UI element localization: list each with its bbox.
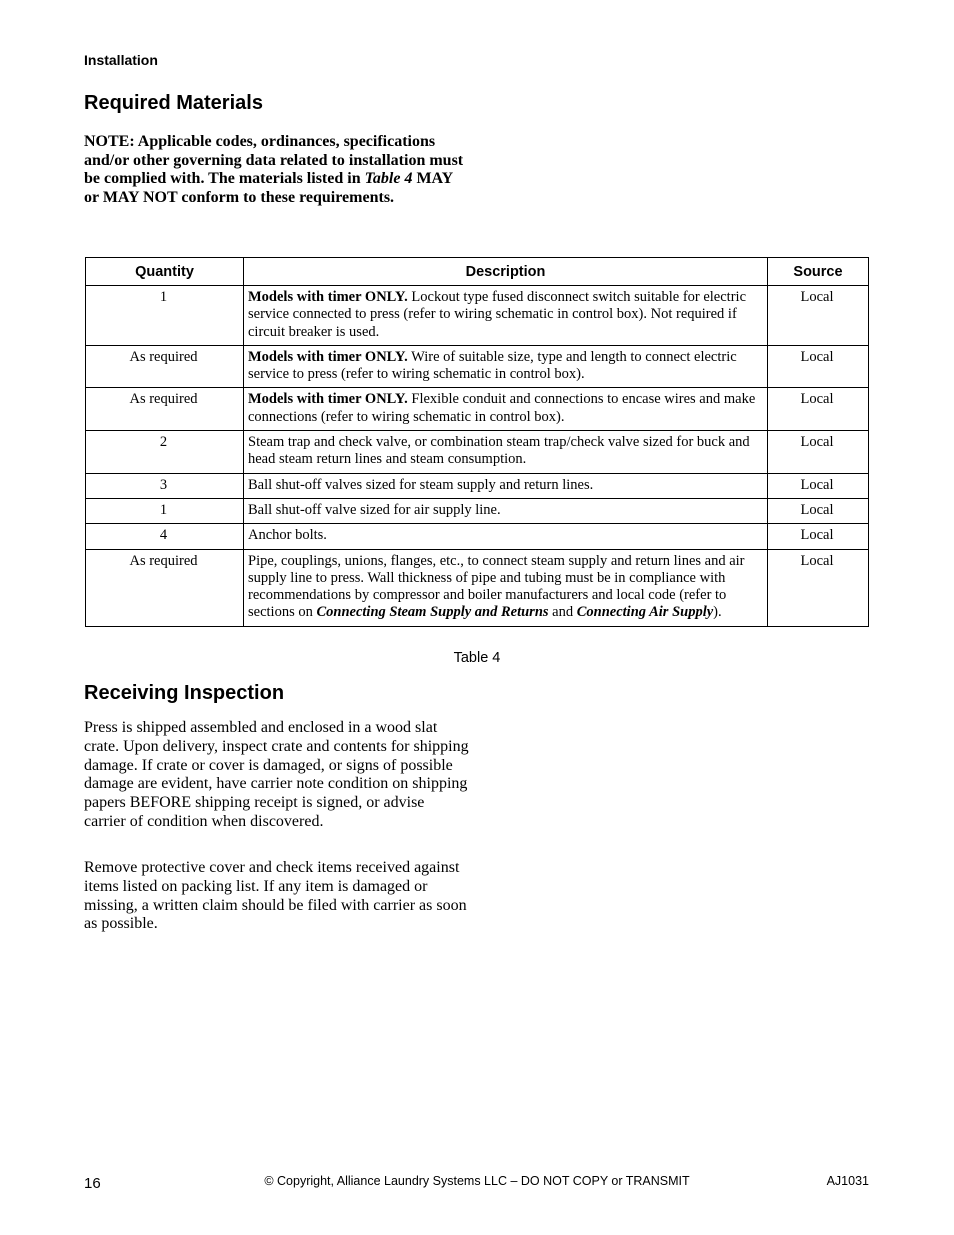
cell-description <box>244 345 768 388</box>
cell-description <box>244 473 768 498</box>
desc-text: Ball shut-off valve sized for air supply line. <box>248 501 501 518</box>
desc-bold-lead: Models with timer ONLY. <box>248 391 408 408</box>
table-row <box>86 431 869 474</box>
header-quantity: Quantity <box>86 258 244 286</box>
table-row <box>86 498 869 523</box>
cell-description <box>244 549 768 626</box>
cell-quantity: 4 <box>86 524 244 549</box>
table-caption: Table 4 <box>453 650 501 666</box>
note-table-reference: Table 4 <box>364 170 413 188</box>
header-source: Source <box>768 258 869 286</box>
section-reference-air: Connecting Air Supply <box>576 604 714 621</box>
note-text-part1: NOTE: Applicable codes, ordinances, specifications and/or other governing data related to installation must be complied with. The materials listed in <box>84 133 464 188</box>
table-row <box>86 388 869 431</box>
cell-quantity: 3 <box>86 473 244 498</box>
desc-text: Steam trap and check valve, or combination steam trap/check valve sized for buck and head steam return lines and steam consumption. <box>248 434 750 468</box>
desc-text: and <box>548 604 577 621</box>
body-paragraph: Remove protective cover and check items received against items listed on packing list. If any item is damaged or missing, a written claim should be filed with carrier as soon as possible. <box>84 859 467 933</box>
cell-quantity: 1 <box>86 286 244 346</box>
page-number: 16 <box>84 1175 101 1192</box>
cell-description <box>244 431 768 474</box>
desc-bold-lead: Models with timer ONLY. <box>248 348 408 365</box>
cell-quantity: As required <box>86 345 244 388</box>
cell-quantity: As required <box>86 388 244 431</box>
cell-description <box>244 286 768 346</box>
desc-text: Wire of suitable size, type and length to connect electric service to press (refer to wiring schematic in control box). <box>248 348 737 383</box>
desc-text: ). <box>713 604 722 621</box>
cell-source: Local <box>768 473 869 498</box>
desc-text: Anchor bolts. <box>248 527 327 544</box>
cell-description <box>244 524 768 549</box>
header-description: Description <box>244 258 768 286</box>
table-row <box>86 286 869 346</box>
table-header-row <box>86 258 869 286</box>
table-row <box>86 549 869 626</box>
section-title-receiving-inspection: Receiving Inspection <box>84 682 285 704</box>
section-title-required-materials: Required Materials <box>84 92 263 114</box>
cell-quantity: 1 <box>86 498 244 523</box>
materials-table <box>85 257 869 627</box>
cell-description <box>244 388 768 431</box>
section-reference-steam: Connecting Steam Supply and Returns <box>316 604 549 621</box>
cell-source: Local <box>768 549 869 626</box>
cell-source: Local <box>768 345 869 388</box>
desc-text: Flexible conduit and connections to encase wires and make connections (refer to wiring schematic in control box). <box>248 391 756 425</box>
cell-source: Local <box>768 286 869 346</box>
cell-source: Local <box>768 388 869 431</box>
desc-text: Pipe, couplings, unions, flanges, etc., to connect steam supply and return lines and air supply line to press. Wall thickness of pipe and tubing must be in compliance with recommendations by compressor and boiler manufacturers and local code (refer to sections on <box>248 552 745 621</box>
cell-source: Local <box>768 498 869 523</box>
document-id: AJ1031 <box>826 1174 869 1188</box>
cell-quantity: 2 <box>86 431 244 474</box>
body-paragraph: Press is shipped assembled and enclosed in a wood slat crate. Upon delivery, inspect crate and contents for shipping damage. If crate or cover is damaged, or signs of possible damage are evident, have carrier note condition on shipping papers BEFORE shipping receipt is signed, or advise carrier of condition when discovered. <box>84 719 469 830</box>
table-row <box>86 345 869 388</box>
cell-source: Local <box>768 431 869 474</box>
desc-bold-lead: Models with timer ONLY. <box>248 289 408 305</box>
cell-source: Local <box>768 524 869 549</box>
desc-text: Lockout type fused disconnect switch suitable for electric service connected to press (refer to wiring schematic in control box). Not required if circuit breaker is used. <box>248 289 747 340</box>
note-paragraph <box>84 133 464 208</box>
desc-text: Ball shut-off valves sized for steam supply and return lines. <box>248 476 594 493</box>
table-row <box>86 524 869 549</box>
running-head: Installation <box>84 52 158 68</box>
cell-quantity: As required <box>86 549 244 626</box>
note-text-part2: MAY or MAY NOT conform to these requirements. <box>84 170 453 207</box>
copyright-notice: © Copyright, Alliance Laundry Systems LLC – DO NOT COPY or TRANSMIT <box>264 1174 690 1188</box>
table-row <box>86 473 869 498</box>
cell-description <box>244 498 768 523</box>
